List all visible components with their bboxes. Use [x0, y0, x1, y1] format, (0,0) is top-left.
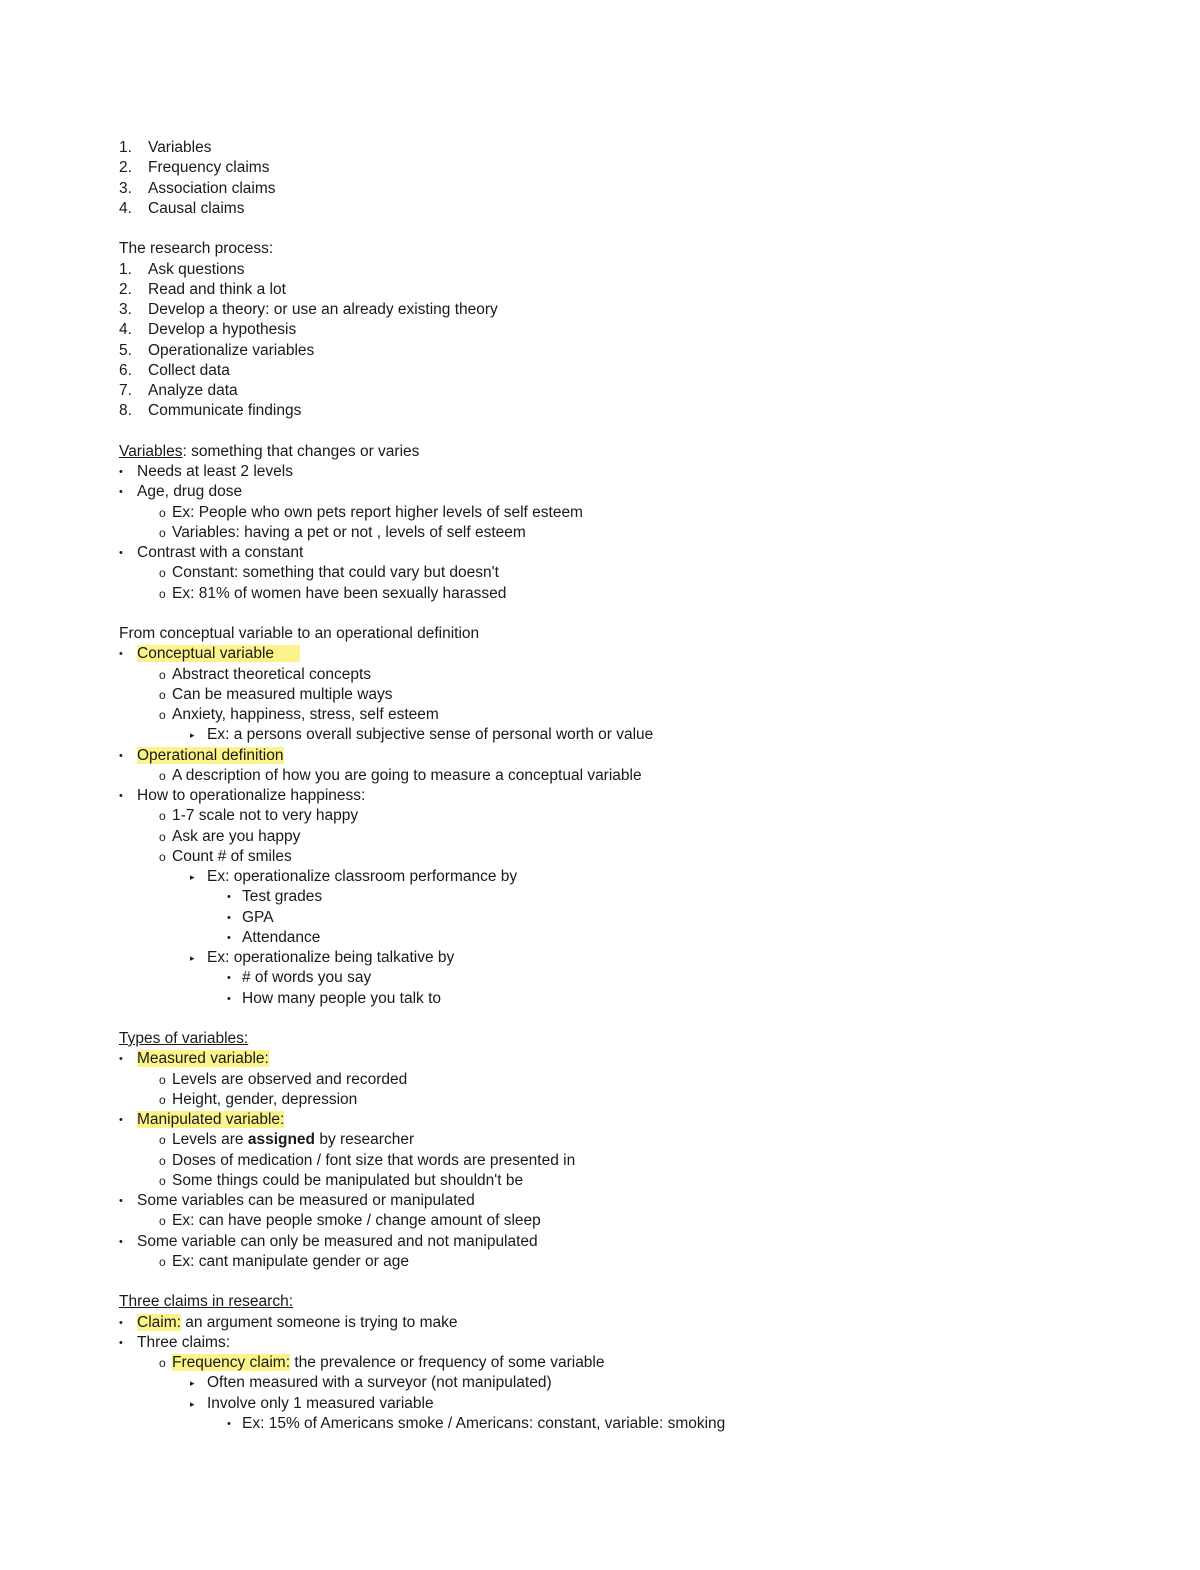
- spacer: [0, 1272, 1200, 1292]
- step-item: 8. Communicate findings: [0, 401, 1200, 421]
- topic-label: Frequency claims: [148, 159, 270, 177]
- circle-bullet-icon: o: [159, 1153, 166, 1168]
- step-label: Develop a theory: or use an already existing theory: [148, 301, 498, 318]
- bullet-item: • Claim: an argument someone is trying to make: [0, 1313, 1200, 1333]
- arrow-bullet-icon: ▸: [190, 1398, 195, 1409]
- bullet-icon: •: [227, 1417, 231, 1430]
- circle-bullet-icon: o: [159, 1214, 166, 1229]
- sub-bullet-item: o Levels are observed and recorded: [0, 1070, 1200, 1090]
- circle-bullet-icon: o: [159, 525, 166, 540]
- bullet-icon: •: [119, 547, 123, 559]
- topic-label: Causal claims: [148, 199, 245, 217]
- sub-bullet-item: o Ex: 81% of women have been sexually harassed: [0, 584, 1200, 604]
- circle-bullet-icon: o: [159, 1173, 166, 1188]
- bold-word: assigned: [247, 1131, 316, 1149]
- highlighted-term: Claim:: [137, 1313, 181, 1331]
- bullet-item: [0, 1049, 1200, 1069]
- section-heading: From conceptual variable to an operational definition: [119, 625, 480, 642]
- spacer: [0, 219, 1200, 239]
- section-heading: Types of variables:: [119, 1030, 249, 1047]
- bullet-item: • Some variable can only be measured and not manipulated: [0, 1232, 1200, 1252]
- bullet-icon: •: [227, 911, 231, 924]
- sub-bullet-item: o Ex: can have people smoke / change amount of sleep: [0, 1211, 1200, 1231]
- sub-bullet-item: o A description of how you are going to measure a conceptual variable: [0, 766, 1200, 786]
- sub-sub-bullet-item: ▸ Involve only 1 measured variable: [0, 1394, 1200, 1414]
- bullet-item: • Contrast with a constant: [0, 543, 1200, 563]
- sub-bullet-item: o Frequency claim: the prevalence or frequency of some variable: [0, 1353, 1200, 1373]
- bullet-icon: •: [119, 1316, 123, 1329]
- bullet-item: • Three claims:: [0, 1333, 1200, 1353]
- bullet-icon: •: [119, 486, 123, 499]
- term: Variables: [119, 442, 183, 460]
- circle-bullet-icon: o: [159, 809, 166, 824]
- sub-bullet-item: o Doses of medication / font size that words are presented in: [0, 1151, 1200, 1171]
- sub-bullet-item: o Abstract theoretical concepts: [0, 665, 1200, 685]
- spacer: [0, 604, 1200, 624]
- deep-bullet-item: • Ex: 15% of Americans smoke / Americans: constant, variable: smoking: [0, 1414, 1200, 1434]
- step-item: 1. Ask questions: [0, 260, 1200, 280]
- bullet-icon: •: [227, 992, 231, 1005]
- deep-bullet-item: • # of words you say: [0, 968, 1200, 988]
- bullet-icon: •: [119, 749, 123, 762]
- bullet-item: [0, 644, 1200, 664]
- topic-item: 2. Frequency claims: [0, 158, 1200, 178]
- bullet-icon: •: [227, 972, 231, 985]
- arrow-bullet-icon: ▸: [190, 953, 195, 963]
- notes-page: [0, 138, 1200, 1434]
- sub-bullet-item: o Ex: cant manipulate gender or age: [0, 1252, 1200, 1272]
- sub-bullet-item: o Count # of smiles: [0, 847, 1200, 867]
- bullet-icon: •: [119, 1114, 123, 1126]
- highlighted-term: Frequency claim:: [172, 1354, 291, 1371]
- arrow-bullet-icon: ▸: [190, 872, 195, 882]
- spacer: [0, 1009, 1200, 1029]
- section-heading: [0, 442, 1200, 462]
- sub-sub-bullet-item: ▸ Ex: a persons overall subjective sense of personal worth or value: [0, 725, 1200, 745]
- sub-bullet-item: o Anxiety, happiness, stress, self esteem: [0, 705, 1200, 725]
- sub-bullet-item: o Can be measured multiple ways: [0, 685, 1200, 705]
- bullet-icon: •: [119, 790, 123, 802]
- circle-bullet-icon: o: [159, 1133, 166, 1148]
- sub-sub-bullet-item: ▸ Ex: operationalize being talkative by: [0, 948, 1200, 968]
- deep-bullet-item: • Attendance: [0, 928, 1200, 948]
- bullet-icon: •: [227, 931, 231, 944]
- sub-bullet-item: o Variables: having a pet or not , levels of self esteem: [0, 523, 1200, 543]
- bullet-item: • Needs at least 2 levels: [0, 462, 1200, 482]
- sub-bullet-item: o Some things could be manipulated but shouldn't be: [0, 1171, 1200, 1191]
- section-heading: Three claims in research:: [119, 1293, 294, 1311]
- circle-bullet-icon: o: [159, 1072, 166, 1087]
- circle-bullet-icon: o: [159, 1356, 166, 1370]
- bullet-icon: •: [119, 1235, 123, 1248]
- arrow-bullet-icon: ▸: [190, 730, 195, 741]
- circle-bullet-icon: o: [159, 829, 166, 844]
- topic-label: Variables: [148, 139, 212, 156]
- sub-bullet-item: o 1-7 scale not to very happy: [0, 806, 1200, 826]
- circle-bullet-icon: o: [159, 708, 166, 722]
- step-label: Collect data: [148, 361, 230, 379]
- step-label: Operationalize variables: [148, 341, 315, 359]
- step-label: Read and think a lot: [148, 280, 286, 298]
- section-heading: The research process:: [119, 240, 274, 258]
- step-item: 6. Collect data: [0, 361, 1200, 381]
- circle-bullet-icon: o: [159, 667, 166, 682]
- step-item: 5. Operationalize variables: [0, 341, 1200, 361]
- bullet-item: • How to operationalize happiness:: [0, 786, 1200, 806]
- highlighted-term: Measured variable:: [137, 1050, 269, 1068]
- bullet-item: [0, 1110, 1200, 1130]
- sub-bullet-item: o Constant: something that could vary but doesn't: [0, 563, 1200, 583]
- definition: : something that changes or varies: [182, 442, 420, 460]
- sub-bullet-item: o Ask are you happy: [0, 827, 1200, 847]
- deep-bullet-item: • GPA: [0, 908, 1200, 928]
- bullet-icon: •: [119, 1195, 123, 1207]
- circle-bullet-icon: o: [159, 566, 166, 581]
- spacer: [0, 422, 1200, 442]
- circle-bullet-icon: o: [159, 768, 166, 783]
- sub-bullet-item: o Height, gender, depression: [0, 1090, 1200, 1110]
- topic-item: 4. Causal claims: [0, 199, 1200, 219]
- step-label: Develop a hypothesis: [148, 321, 297, 339]
- circle-bullet-icon: o: [159, 505, 166, 520]
- highlighted-term: Operational definition: [137, 746, 284, 764]
- highlighted-term: Manipulated variable:: [137, 1111, 285, 1128]
- sub-sub-bullet-item: ▸ Often measured with a surveyor (not manipulated): [0, 1373, 1200, 1393]
- topic-label: Association claims: [148, 179, 276, 197]
- bullet-item: • Some variables can be measured or manipulated: [0, 1191, 1200, 1211]
- topic-item: 3. Association claims: [0, 179, 1200, 199]
- step-label: Communicate findings: [148, 402, 302, 420]
- sub-bullet-item: o Ex: People who own pets report higher levels of self esteem: [0, 503, 1200, 523]
- bullet-icon: •: [227, 891, 231, 904]
- bullet-icon: •: [119, 466, 123, 478]
- deep-bullet-item: • How many people you talk to: [0, 989, 1200, 1009]
- step-item: 7. Analyze data: [0, 381, 1200, 401]
- step-label: Analyze data: [148, 382, 238, 399]
- bullet-icon: •: [119, 648, 123, 661]
- bullet-item: [0, 746, 1200, 766]
- step-label: Ask questions: [148, 260, 245, 278]
- step-item: 4. Develop a hypothesis: [0, 320, 1200, 340]
- step-item: 2. Read and think a lot: [0, 280, 1200, 300]
- sub-bullet-item: o Levels are assigned by researcher: [0, 1130, 1200, 1150]
- circle-bullet-icon: o: [159, 687, 166, 702]
- topic-item: 1. Variables: [0, 138, 1200, 158]
- sub-sub-bullet-item: ▸ Ex: operationalize classroom performance by: [0, 867, 1200, 887]
- highlighted-term: Conceptual variable: [137, 645, 275, 663]
- bullet-icon: •: [119, 1053, 123, 1066]
- bullet-item: • Age, drug dose: [0, 482, 1200, 502]
- circle-bullet-icon: o: [159, 1254, 166, 1269]
- circle-bullet-icon: o: [159, 1092, 166, 1107]
- circle-bullet-icon: o: [159, 849, 166, 864]
- deep-bullet-item: • Test grades: [0, 887, 1200, 907]
- arrow-bullet-icon: ▸: [190, 1378, 195, 1389]
- circle-bullet-icon: o: [159, 586, 166, 601]
- bullet-icon: •: [119, 1336, 123, 1349]
- step-item: 3. Develop a theory: or use an already existing theory: [0, 300, 1200, 320]
